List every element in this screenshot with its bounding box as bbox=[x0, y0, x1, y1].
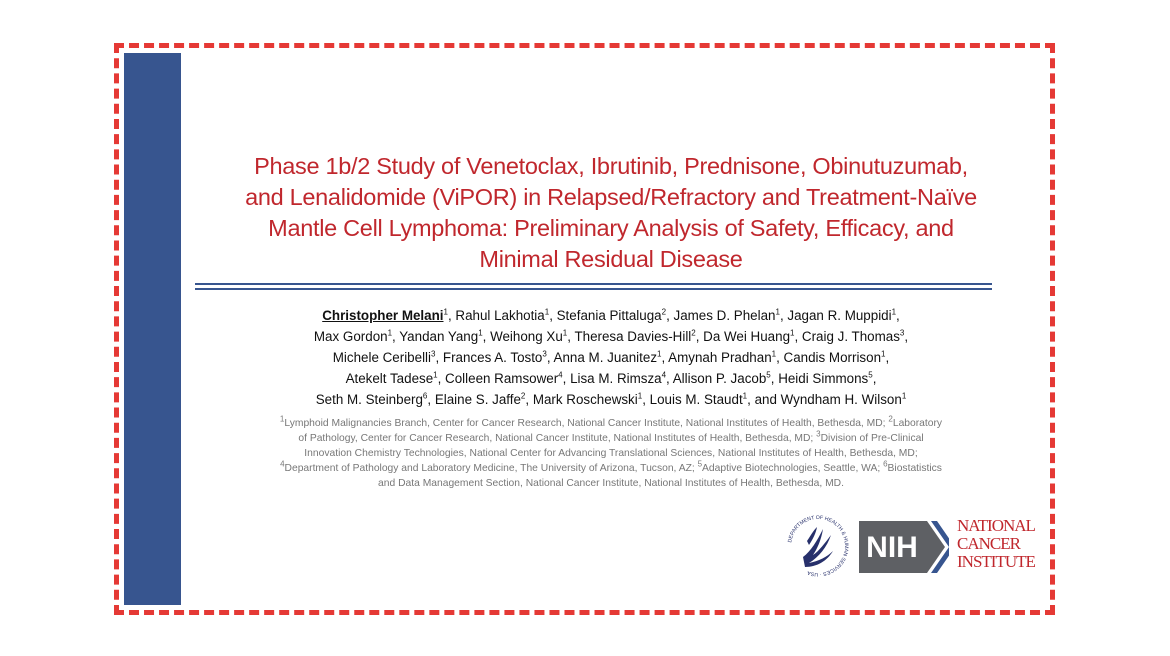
nci-logo-line: NATIONAL bbox=[957, 516, 1035, 535]
svg-text:DEPARTMENT OF HEALTH & HUMAN S bbox=[787, 515, 849, 577]
title-line: and Lenalidomide (ViPOR) in Relapsed/Refractory and Treatment-Naïve bbox=[245, 184, 977, 210]
author-name: , Frances A. Tosto bbox=[435, 350, 543, 365]
affiliation-number: 3 bbox=[899, 328, 905, 338]
affiliation-number: 3 bbox=[542, 349, 547, 359]
affiliation-number: 3 bbox=[431, 349, 436, 359]
affiliation-number: 2 bbox=[888, 414, 893, 424]
author-name: , bbox=[904, 329, 909, 344]
author-name: , Louis M. Staudt bbox=[642, 392, 743, 407]
affiliation-number: 5 bbox=[868, 370, 873, 380]
affiliation-number: 1 bbox=[387, 328, 393, 338]
affiliation-number: 1 bbox=[901, 391, 907, 401]
affiliation-line bbox=[201, 476, 1021, 491]
affiliation-number: 5 bbox=[697, 459, 703, 469]
affiliation-text: Innovation Chemistry Technologies, National Center for Advancing Translational Sciences, National Institutes of Health, Bethesda, MD; bbox=[304, 448, 918, 459]
author-list bbox=[201, 305, 1021, 410]
affiliation-text: and Data Management Section, National Cancer Institute, National Institutes of Health, Bethesda, MD. bbox=[378, 478, 844, 489]
affiliation-number: 1 bbox=[657, 349, 662, 359]
author-name: , Candis Morrison bbox=[776, 350, 882, 365]
author-name: Michele Ceribelli bbox=[332, 350, 431, 365]
slide-title bbox=[201, 151, 1021, 275]
author-name: , Colleen Ramsower bbox=[437, 371, 559, 386]
affiliation-number: 1 bbox=[443, 307, 448, 317]
affiliation-number: 1 bbox=[881, 349, 886, 359]
author-name: Seth M. Steinberg bbox=[315, 392, 423, 407]
affiliation-number: 1 bbox=[433, 370, 438, 380]
author-name: , Yandan Yang bbox=[392, 329, 479, 344]
author-name: , Stefania Pittaluga bbox=[549, 308, 662, 323]
author-line bbox=[201, 368, 1021, 389]
affiliation-number: 1 bbox=[742, 391, 748, 401]
affiliation-text: Biostatistics bbox=[887, 463, 942, 474]
affiliation-number: 4 bbox=[558, 370, 563, 380]
author-name: , Rahul Lakhotia bbox=[447, 308, 545, 323]
author-name: , bbox=[885, 350, 890, 365]
title-line: Minimal Residual Disease bbox=[479, 246, 743, 272]
affiliation-number: 1 bbox=[544, 307, 550, 317]
affiliation-number: 6 bbox=[883, 459, 888, 469]
affiliation-text: Department of Pathology and Laboratory Medicine, The University of Arizona, Tucson, AZ; bbox=[284, 463, 698, 474]
accent-bar bbox=[124, 53, 181, 605]
affiliation-line bbox=[201, 431, 1021, 446]
nih-logo bbox=[859, 521, 949, 573]
affiliation-number: 1 bbox=[279, 414, 285, 424]
affiliation-text: of Pathology, Center for Cancer Research, National Cancer Institute, National Institutes of Health, Bethesda, MD; bbox=[298, 433, 817, 444]
author-name: , Weihong Xu bbox=[482, 329, 563, 344]
affiliation-list bbox=[201, 416, 1021, 491]
logo-row bbox=[779, 507, 1059, 587]
affiliation-number: 2 bbox=[520, 391, 526, 401]
nih-logo-text: NIH bbox=[866, 531, 918, 564]
affiliation-number: 1 bbox=[790, 328, 795, 338]
affiliation-number: 6 bbox=[422, 391, 428, 401]
author-line bbox=[201, 305, 1021, 326]
nci-logo-line: CANCER bbox=[957, 534, 1020, 553]
affiliation-number: 1 bbox=[637, 391, 643, 401]
affiliation-number: 2 bbox=[661, 307, 667, 317]
title-line: Phase 1b/2 Study of Venetoclax, Ibrutinib, Prednisone, Obinutuzumab, bbox=[254, 153, 968, 179]
affiliation-number: 1 bbox=[562, 328, 568, 338]
author-name: , Elaine S. Jaffe bbox=[427, 392, 521, 407]
affiliation-number: 1 bbox=[478, 328, 483, 338]
slide-frame bbox=[114, 43, 1055, 615]
nci-logo-line: INSTITUTE bbox=[957, 552, 1035, 571]
author-name: Max Gordon bbox=[313, 329, 388, 344]
affiliation-number: 4 bbox=[661, 370, 667, 380]
nci-logo bbox=[957, 517, 1053, 577]
affiliation-text: Laboratory bbox=[892, 418, 943, 429]
affiliation-number: 1 bbox=[771, 349, 777, 359]
author-name: Atekelt Tadese bbox=[345, 371, 434, 386]
author-name: , Da Wei Huang bbox=[695, 329, 791, 344]
affiliation-number: 1 bbox=[775, 307, 780, 317]
affiliation-text: Adaptive Biotechnologies, Seattle, WA; bbox=[702, 463, 884, 474]
author-name: , Allison P. Jacob bbox=[666, 371, 767, 386]
title-divider bbox=[195, 288, 992, 290]
author-name: , bbox=[896, 308, 900, 323]
author-name: , James D. Phelan bbox=[666, 308, 776, 323]
author-name: , Mark Roschewski bbox=[525, 392, 638, 407]
affiliation-number: 4 bbox=[280, 459, 285, 469]
affiliation-text: Division of Pre-Clinical bbox=[820, 433, 924, 444]
author-line bbox=[201, 389, 1021, 410]
author-name: , bbox=[872, 371, 877, 386]
hhs-seal-logo bbox=[783, 511, 853, 581]
affiliation-number: 5 bbox=[766, 370, 771, 380]
author-name: , Theresa Davies-Hill bbox=[567, 329, 692, 344]
author-name: , Craig J. Thomas bbox=[794, 329, 900, 344]
author-name: , Heidi Simmons bbox=[770, 371, 869, 386]
hhs-seal-text: DEPARTMENT OF HEALTH & HUMAN SERVICES · USA bbox=[787, 514, 850, 578]
author-line bbox=[201, 347, 1021, 368]
author-name: , Lisa M. Rimsza bbox=[562, 371, 662, 386]
affiliation-text: Lymphoid Malignancies Branch, Center for Cancer Research, National Cancer Institute, National Institutes of Health, Bethesda, MD; bbox=[284, 418, 889, 429]
author-name: , and Wyndham H. Wilson bbox=[747, 392, 902, 407]
affiliation-number: 2 bbox=[691, 328, 696, 338]
affiliation-number: 3 bbox=[816, 429, 821, 439]
affiliation-line bbox=[201, 416, 1021, 431]
title-divider bbox=[195, 283, 992, 285]
affiliation-number: 1 bbox=[891, 307, 897, 317]
author-name: , Jagan R. Muppidi bbox=[779, 308, 892, 323]
affiliation-line bbox=[201, 461, 1021, 476]
author-line bbox=[201, 326, 1021, 347]
author-name: , Anna M. Juanitez bbox=[546, 350, 658, 365]
affiliation-line bbox=[201, 446, 1021, 461]
author-name: , Amynah Pradhan bbox=[661, 350, 772, 365]
presenting-author: Christopher Melani bbox=[322, 308, 444, 323]
title-line: Mantle Cell Lymphoma: Preliminary Analysis of Safety, Efficacy, and bbox=[268, 215, 954, 241]
